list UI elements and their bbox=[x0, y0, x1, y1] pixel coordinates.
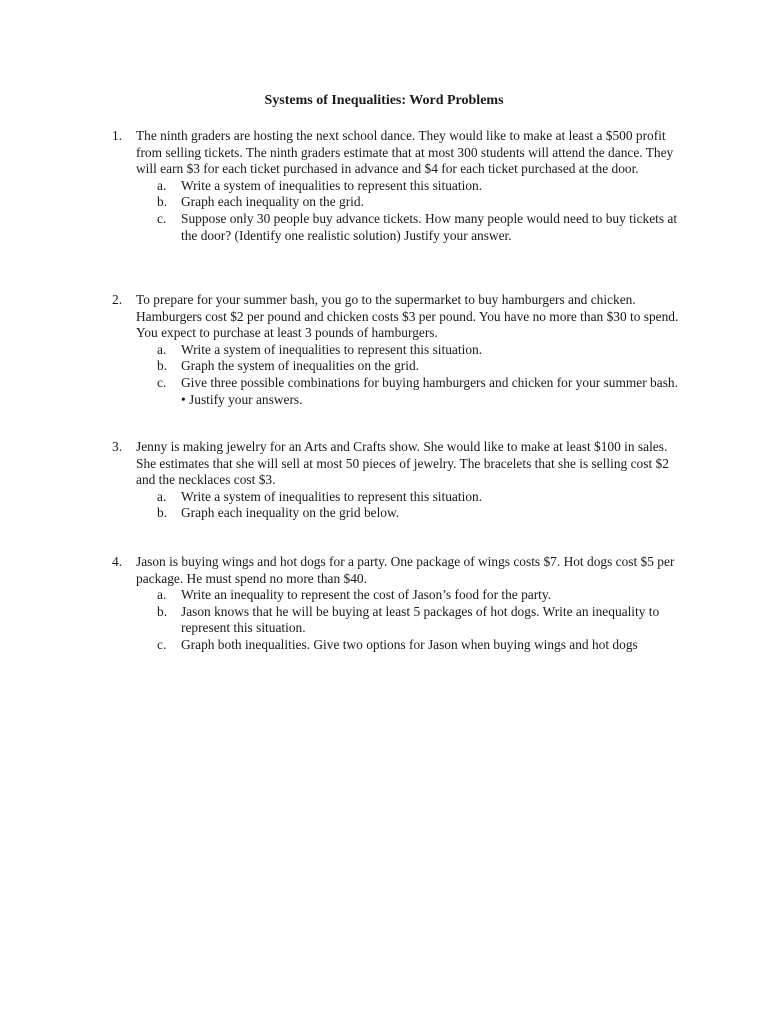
problem-text: To prepare for your summer bash, you go to the supermarket to buy hamburgers and chicken. Hamburgers cost $2 per pound and chicken costs $3 per pound. You have no more than $30 to spend. You expect to purchase at least 3 pounds of hamburgers. bbox=[136, 292, 679, 341]
problem-number: 1. bbox=[112, 128, 123, 143]
problem-number: 3. bbox=[112, 439, 123, 454]
sub-text: Graph each inequality on the grid. bbox=[181, 194, 364, 210]
sub-letter: b. bbox=[157, 505, 168, 521]
sub-letter: c. bbox=[157, 636, 167, 652]
sub-text: Graph each inequality on the grid below. bbox=[181, 505, 400, 521]
problem-number: 4. bbox=[112, 554, 123, 569]
sub-letter: b. bbox=[157, 194, 168, 210]
sub-text: Write a system of inequalities to represent this situation. bbox=[181, 177, 483, 193]
sub-text: Write a system of inequalities to represent this situation. bbox=[181, 341, 483, 357]
sub-text: Write an inequality to represent the cost of Jason’s food for the party. bbox=[181, 587, 552, 603]
sub-text: Graph the system of inequalities on the grid. bbox=[181, 358, 420, 374]
sub-letter: b. bbox=[157, 603, 168, 619]
sub-letter: a. bbox=[157, 177, 167, 193]
sub-question bbox=[157, 358, 682, 375]
sub-question bbox=[157, 374, 682, 408]
sub-question bbox=[157, 341, 682, 359]
sub-question bbox=[157, 177, 682, 195]
sub-text: Graph both inequalities. Give two options for Jason when buying wings and hot dogs bbox=[181, 636, 638, 652]
problem-4 bbox=[112, 554, 682, 654]
sub-question bbox=[157, 603, 682, 637]
sub-question bbox=[157, 505, 682, 522]
sub-question bbox=[157, 210, 682, 244]
problem-1 bbox=[112, 128, 682, 244]
problem-2 bbox=[112, 292, 682, 408]
sub-text: Jason knows that he will be buying at least 5 packages of hot dogs. Write an inequality to represent this situation. bbox=[181, 603, 660, 636]
problem-text: Jenny is making jewelry for an Arts and Crafts show. She would like to make at least $100 in sales. She estimates that she will sell at most 50 pieces of jewelry. The bracelets that she is selling cost $2 and the necklaces cost $3. bbox=[136, 439, 669, 488]
sub-question bbox=[157, 587, 682, 604]
sub-text: Give three possible combinations for buying hamburgers and chicken for your summer bash. • Justify your answers. bbox=[181, 374, 678, 407]
sub-question bbox=[157, 194, 682, 211]
sub-letter: a. bbox=[157, 587, 167, 603]
sub-letter: a. bbox=[157, 488, 167, 504]
sub-letter: c. bbox=[157, 210, 167, 226]
page-title: Systems of Inequalities: Word Problems bbox=[264, 93, 504, 108]
problem-3 bbox=[112, 439, 682, 522]
sub-letter: a. bbox=[157, 341, 167, 357]
sub-letter: c. bbox=[157, 374, 167, 390]
sub-question bbox=[157, 636, 682, 654]
sub-text: Write a system of inequalities to represent this situation. bbox=[181, 488, 483, 504]
problem-text: The ninth graders are hosting the next school dance. They would like to make at least a $500 profit from selling tickets. The ninth graders estimate that at most 300 students will attend the dance. They will earn $3 for each ticket purchased in advance and $4 for each ticket purchased at the door. bbox=[136, 128, 674, 177]
sub-question bbox=[157, 488, 682, 506]
problem-number: 2. bbox=[112, 292, 123, 307]
sub-letter: b. bbox=[157, 358, 168, 374]
sub-text: Suppose only 30 people buy advance tickets. How many people would need to buy tickets at the door? (Identify one realistic solution) Justify your answer. bbox=[181, 210, 678, 243]
problem-text: Jason is buying wings and hot dogs for a party. One package of wings costs $7. Hot dogs cost $5 per package. He must spend no more than $40. bbox=[136, 554, 675, 586]
